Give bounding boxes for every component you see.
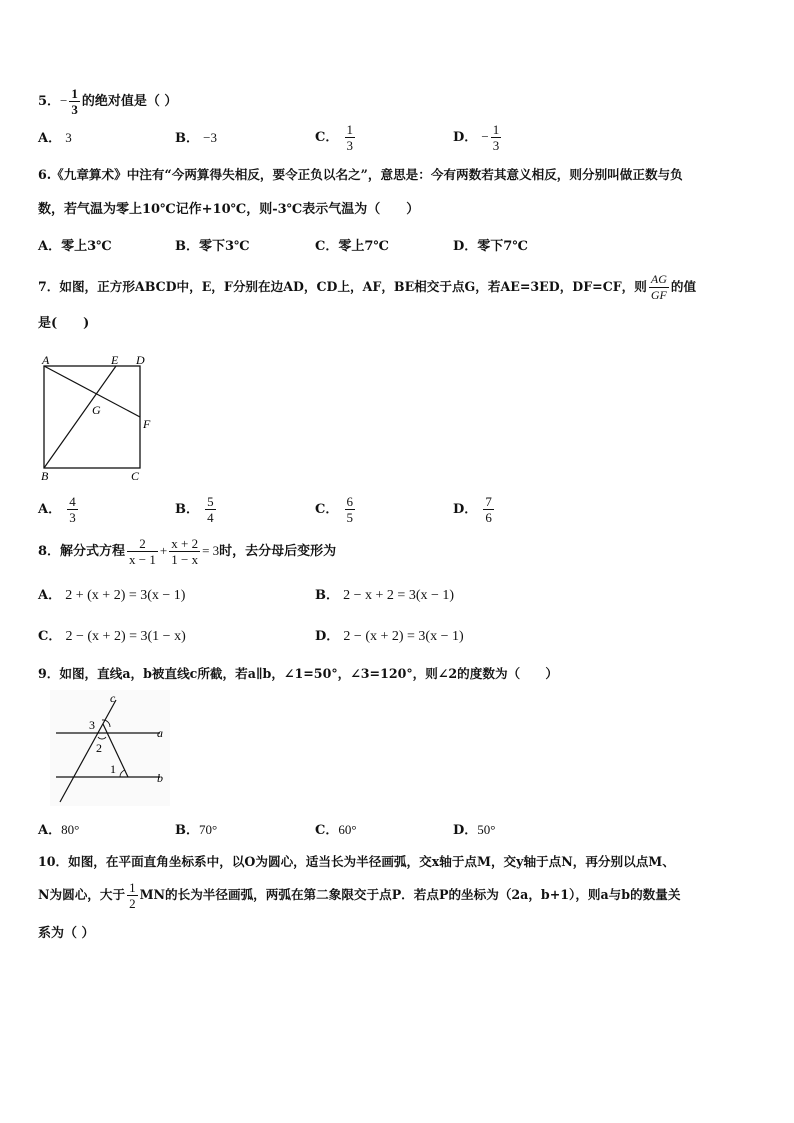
label-a: a	[157, 726, 163, 740]
q8-option-b[interactable]: B． 2 − x + 2 = 3(x − 1)	[315, 588, 455, 603]
q9-option-c[interactable]: C．60°	[315, 822, 357, 838]
q7-option-c[interactable]: C． $\frac{6}{5}$	[315, 494, 353, 525]
q7-line2: 是( )	[38, 316, 90, 331]
q8-option-d[interactable]: D． 2 − (x + 2) = 3(x − 1)	[315, 629, 464, 644]
label-2: 2	[96, 741, 102, 755]
label-D: D	[136, 353, 145, 367]
q7-option-d[interactable]: D． $\frac{7}{6}$	[453, 494, 492, 525]
q8-fraction-2: $\frac{x + 2}{1 - x}$	[171, 536, 199, 567]
q9-parallel-lines-figure	[50, 690, 182, 808]
q6-option-b[interactable]: B．零下3℃	[175, 239, 250, 254]
q5-option-b[interactable]: B． −3	[175, 130, 217, 146]
q10-line2: N为圆心，大于 $\frac{1}{2}$ MN的长为半径画弧，两弧在第二象限交于点P．若点P的坐标为（2a，b+1），则a与b的数量关	[38, 880, 681, 911]
q9-option-b[interactable]: B．70°	[175, 822, 218, 838]
q6-option-c[interactable]: C．零上7℃	[315, 239, 389, 254]
q9-option-d[interactable]: D．50°	[453, 822, 496, 838]
q5-option-d[interactable]: D． − $\frac{1}{3}$	[453, 122, 500, 153]
q6-line2: 数，若气温为零上10℃记作+10℃，则-3℃表示气温为（ ）	[38, 202, 420, 217]
q7-option-b[interactable]: B． $\frac{5}{4}$	[175, 494, 214, 525]
q5-option-a[interactable]: A． 3	[38, 130, 72, 146]
label-3: 3	[89, 718, 95, 732]
label-B: B	[41, 469, 49, 483]
q5-fraction: $\frac{1}{3}$	[71, 86, 78, 117]
label-1: 1	[110, 762, 116, 776]
q6-line1: 6.《九章算术》中注有“今两算得失相反，要令正负以名之”，意思是：今有两数若其意义相反，则分别叫做正数与负	[38, 167, 683, 182]
q8-option-a[interactable]: A． 2 + (x + 2) = 3(x − 1)	[38, 588, 186, 603]
q7-line1: 7．如图，正方形ABCD中，E，F分别在边AD，CD上，AF，BE相交于点G，若AE=3ED，DF=CF，则 $\frac{AG}{GF}$ 的值	[38, 272, 697, 302]
q8-stem: 8．解分式方程 $\frac{2}{x - 1}$ + $\frac{x + 2}{1 - x}$ = 3时，去分母后变形为	[38, 536, 337, 567]
q7-option-a[interactable]: A． $\frac{4}{3}$	[38, 494, 76, 525]
q9-stem: 9．如图，直线a，b被直线c所截，若a∥b，∠1=50°，∠3=120°，则∠2的度数为（ ）	[38, 666, 558, 681]
label-c: c	[110, 691, 116, 705]
q5-option-c[interactable]: C． $\frac{1}{3}$	[315, 122, 353, 153]
q5-question-tail: 的绝对值是（ ）	[81, 94, 178, 109]
q9-option-a[interactable]: A．80°	[38, 822, 80, 838]
label-E: E	[111, 353, 119, 367]
label-C: C	[131, 469, 140, 483]
q5-stem: 5．− $\frac{1}{3}$ 的绝对值是（ ）	[38, 86, 178, 117]
q10-line3: 系为（ ）	[38, 926, 95, 941]
label-A: A	[42, 353, 50, 367]
q10-fraction: $\frac{1}{2}$	[129, 880, 136, 911]
label-b: b	[157, 771, 163, 785]
q7-ratio-fraction: $\frac{AG}{GF}$	[650, 272, 667, 302]
q8-option-c[interactable]: C． 2 − (x + 2) = 3(1 − x)	[38, 629, 186, 644]
q7-square-figure	[38, 352, 168, 487]
label-F: F	[143, 417, 151, 431]
q6-option-a[interactable]: A．零上3℃	[38, 239, 112, 254]
q5-number: 5．	[38, 94, 61, 109]
q8-fraction-1: $\frac{2}{x - 1}$	[129, 536, 156, 567]
label-G: G	[92, 403, 101, 417]
q6-option-d[interactable]: D．零下7℃	[453, 239, 528, 254]
q10-line1: 10．如图，在平面直角坐标系中，以O为圆心，适当长为半径画弧，交x轴于点M，交y轴于点N，再分别以点M、	[38, 854, 675, 869]
